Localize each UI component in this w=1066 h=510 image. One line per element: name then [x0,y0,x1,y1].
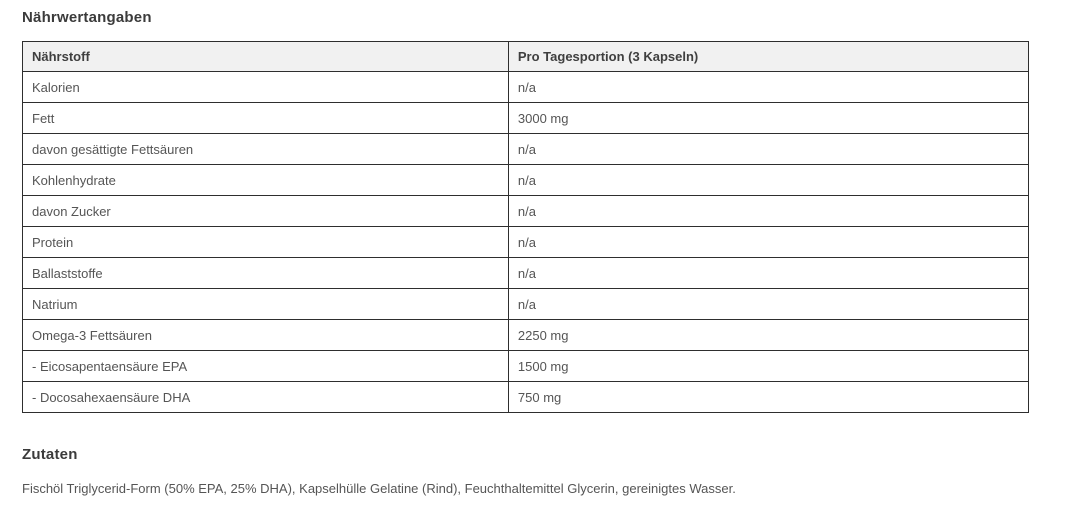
table-row [23,258,1029,289]
nutrient-value-cell: n/a [508,196,1028,227]
nutrient-label-cell: Protein [23,227,509,258]
nutrient-label-cell: - Docosahexaensäure DHA [23,382,509,413]
nutrition-table [22,41,1029,413]
nutrient-value-cell: n/a [508,258,1028,289]
ingredients-text: Fischöl Triglycerid-Form (50% EPA, 25% DHA), Kapselhülle Gelatine (Rind), Feuchthaltemittel Glycerin, gereinigtes Wasser. [22,481,736,496]
nutrient-value-cell: 2250 mg [508,320,1028,351]
table-row [23,289,1029,320]
table-row [23,320,1029,351]
table-header-row [23,42,1029,72]
table-row [23,227,1029,258]
nutrient-value-cell: n/a [508,72,1028,103]
nutrient-label-cell: Kalorien [23,72,509,103]
nutrient-label-cell: Kohlenhydrate [23,165,509,196]
nutrient-value-cell: 3000 mg [508,103,1028,134]
table-row [23,351,1029,382]
nutrient-value-cell: n/a [508,227,1028,258]
nutrient-label-cell: - Eicosapentaensäure EPA [23,351,509,382]
nutrition-table-head [23,42,1029,72]
table-header-portion: Pro Tagesportion (3 Kapseln) [508,42,1028,72]
nutrition-section-title: Nährwertangaben [22,9,152,26]
nutrient-value-cell: 1500 mg [508,351,1028,382]
nutrient-label-cell: davon gesättigte Fettsäuren [23,134,509,165]
nutrient-label-cell: Omega-3 Fettsäuren [23,320,509,351]
table-row [23,165,1029,196]
nutrient-value-cell: 750 mg [508,382,1028,413]
nutrition-table-body [23,72,1029,413]
nutrient-label-cell: Natrium [23,289,509,320]
table-row [23,103,1029,134]
nutrient-value-cell: n/a [508,289,1028,320]
nutrient-label-cell: Fett [23,103,509,134]
table-row [23,382,1029,413]
nutrient-value-cell: n/a [508,165,1028,196]
table-row [23,134,1029,165]
nutrient-label-cell: davon Zucker [23,196,509,227]
nutrient-label-cell: Ballaststoffe [23,258,509,289]
table-header-nutrient: Nährstoff [23,42,509,72]
nutrient-value-cell: n/a [508,134,1028,165]
table-row [23,72,1029,103]
table-row [23,196,1029,227]
ingredients-section-title: Zutaten [22,446,78,463]
